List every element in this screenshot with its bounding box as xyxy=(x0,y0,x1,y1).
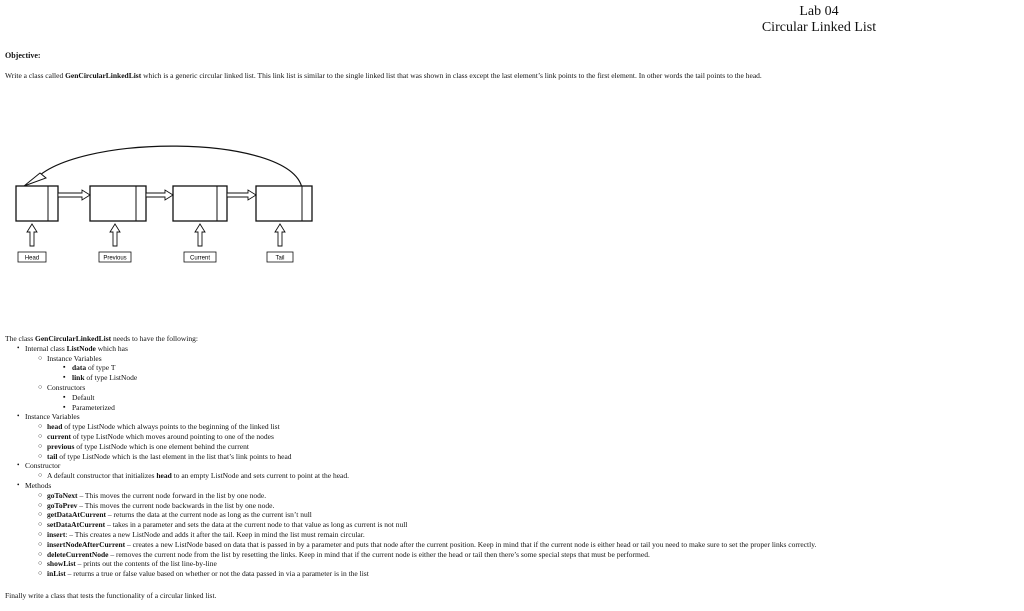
objective-text: Write a class called GenCircularLinkedList which is a generic circular linked list. This link list is similar to the single linked list that was shown in class except the last element’s link points to the first element. In other words the tail points to the head. xyxy=(5,71,762,80)
list-item: • Constructor xyxy=(17,461,61,471)
list-item: ○ inList – returns a true or false value based on whether or not the data passed in via a parameter is in the list xyxy=(38,569,369,579)
link-arrow-3 xyxy=(227,190,256,200)
list-item: ▪ data of type T xyxy=(63,363,116,373)
pointer-arrow-tail xyxy=(275,224,285,246)
lab-number: Lab 04 xyxy=(799,4,839,19)
label-current: Current xyxy=(189,255,211,262)
closing-text: Finally write a class that tests the functionality of a circular linked list. xyxy=(5,591,217,600)
node-4 xyxy=(256,186,312,221)
node-1 xyxy=(16,186,58,221)
list-item: ○ head of type ListNode which always points to the beginning of the linked list xyxy=(38,422,280,432)
list-item: ○ goToPrev – This moves the current node backwards in the list by one node. xyxy=(38,500,275,510)
list-item: ○ setDataAtCurrent – takes in a parameter and sets the data at the current node to that value as long as current is not null xyxy=(38,520,408,530)
list-item: ○ A default constructor that initializes head to an empty ListNode and sets current to point at the head. xyxy=(38,471,350,481)
list-item: ○ insertNodeAfterCurrent – creates a new ListNode based on data that is passed in by a parameter and puts that node after the current position. Keep in mind that if the current node is either head or tail you need to make sure to set the proper links correctly. xyxy=(38,539,817,549)
objective-heading: Objective: xyxy=(5,51,41,60)
list-item: ○ insert: – This creates a new ListNode and adds it after the tail. Keep in mind the list must remain circular. xyxy=(38,529,365,539)
list-item: • Internal class ListNode which has xyxy=(17,343,128,353)
label-previous: Previous xyxy=(103,255,127,262)
list-item: ○ previous of type ListNode which is one element behind the current xyxy=(38,441,249,451)
list-item: ○ Constructors xyxy=(38,382,86,392)
link-arrow-1 xyxy=(58,190,90,200)
link-arrow-2 xyxy=(146,190,173,200)
label-tail: Tail xyxy=(275,255,285,262)
pointer-arrow-head xyxy=(27,224,37,246)
label-head: Head xyxy=(24,255,40,262)
list-item: ○ tail of type ListNode which is the last element in the list that’s link points to head xyxy=(38,451,292,461)
pointer-arrow-previous xyxy=(110,224,120,246)
circular-linked-list-diagram xyxy=(10,138,330,268)
pointer-arrow-current xyxy=(195,224,205,246)
list-item: ○ goToNext – This moves the current node forward in the list by one node. xyxy=(38,490,267,500)
list-item: ▪ link of type ListNode xyxy=(63,373,138,383)
list-item: ○ showList – prints out the contents of the list line-by-line xyxy=(38,559,217,569)
list-item: ▪ Default xyxy=(63,392,95,402)
requirements-section xyxy=(5,334,816,579)
list-item: • Methods xyxy=(17,480,52,490)
list-item: • Instance Variables xyxy=(17,412,80,422)
list-item: ▪ Parameterized xyxy=(63,402,115,412)
list-item: ○ getDataAtCurrent – returns the data at the current node as long as the current isn’t null xyxy=(38,510,312,520)
list-item: ○ deleteCurrentNode – removes the current node from the list by resetting the links. Keep in mind that if the current node is either the head or tail then there’s some special steps that must be performed. xyxy=(38,549,650,559)
circular-link-arrow xyxy=(32,146,302,188)
circular-arrowhead xyxy=(24,173,46,186)
requirements-intro: The class GenCircularLinkedList needs to have the following: xyxy=(5,334,198,343)
list-item: ○ Instance Variables xyxy=(38,353,102,363)
node-2 xyxy=(90,186,146,221)
node-3 xyxy=(173,186,227,221)
list-item: ○ current of type ListNode which moves around pointing to one of the nodes xyxy=(38,431,274,441)
lab-title: Circular Linked List xyxy=(761,20,877,35)
